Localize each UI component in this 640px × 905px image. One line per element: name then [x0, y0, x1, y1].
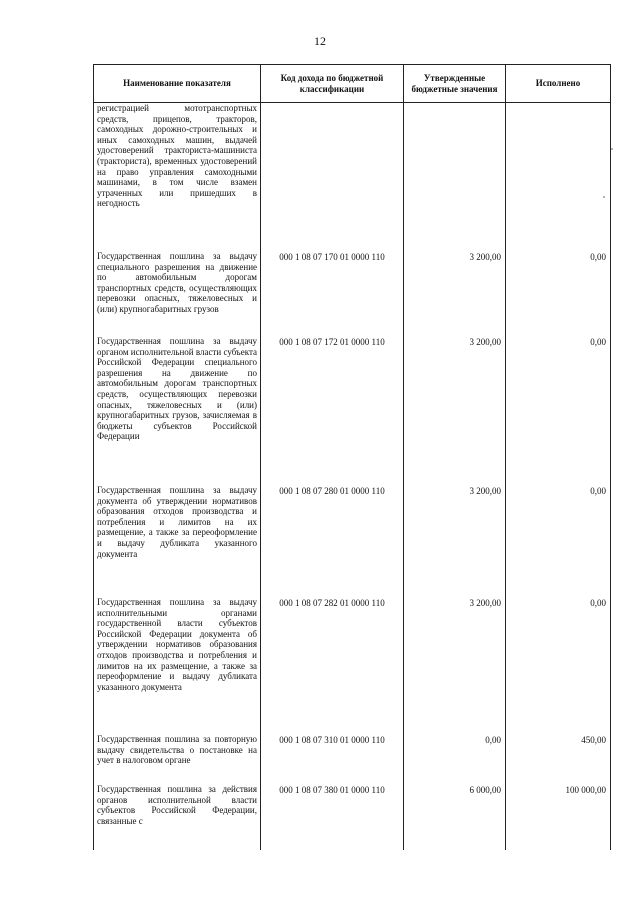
row-name: Государственная пошлина за выдачу органом исполнительной власти субъекта Российской Федерации специального разрешения на движение по автомобильным дорогам транспортных средств, осуществляющих перевозки опасных, тяжеловесных и (или) крупногабаритных грузов, зачисляемая в бюджеты субъектов Российской Федерации — [94, 336, 261, 485]
table-row — [94, 103, 611, 252]
table-row — [94, 784, 611, 850]
row-code: 000 1 08 07 310 01 0000 110 — [261, 734, 404, 784]
row-executed: 0,00 — [506, 251, 611, 336]
row-name: Государственная пошлина за повторную выдачу свидетельства о постановке на учет в налоговом органе — [94, 734, 261, 784]
header-approved: Утвержденные бюджетные значения — [404, 65, 506, 103]
table-row — [94, 734, 611, 784]
row-name: регистрацией мототранспортных средств, прицепов, тракторов, самоходных дорожно-строительных и иных самоходных машин, выдачей удостоверений тракториста-машиниста (тракториста), временных удостоверений на право управления самоходными машинами, в том числе взамен утраченных или пришедших в негодность — [94, 103, 261, 252]
row-approved: 3 200,00 — [404, 597, 506, 734]
table-row — [94, 336, 611, 485]
row-approved: 6 000,00 — [404, 784, 506, 850]
row-code — [261, 103, 404, 252]
row-approved: 3 200,00 — [404, 336, 506, 485]
row-approved — [404, 103, 506, 252]
row-executed: 100 000,00 — [506, 784, 611, 850]
table-header-row — [94, 65, 611, 103]
row-executed: 0,00 — [506, 336, 611, 485]
row-approved: 3 200,00 — [404, 251, 506, 336]
scan-speck — [611, 148, 613, 150]
table-row — [94, 485, 611, 597]
row-code: 000 1 08 07 282 01 0000 110 — [261, 597, 404, 734]
row-name: Государственная пошлина за выдачу специального разрешения на движение по автомобильным дорогам транспортных средств, осуществляющих перевозки опасных, тяжеловесных и (или) крупногабаритных грузов — [94, 251, 261, 336]
row-executed: 0,00 — [506, 597, 611, 734]
row-code: 000 1 08 07 172 01 0000 110 — [261, 336, 404, 485]
page-number: 12 — [314, 34, 326, 48]
row-executed: 450,00 — [506, 734, 611, 784]
row-approved: 3 200,00 — [404, 485, 506, 597]
header-name: Наименование показателя — [94, 65, 261, 103]
revenue-table — [93, 64, 611, 850]
row-code: 000 1 08 07 280 01 0000 110 — [261, 485, 404, 597]
row-code: 000 1 08 07 170 01 0000 110 — [261, 251, 404, 336]
header-code: Код дохода по бюджетной классификации — [261, 65, 404, 103]
revenue-table-container — [93, 64, 610, 850]
row-executed: 0,00 — [506, 485, 611, 597]
row-name: Государственная пошлина за выдачу документа об утверждении нормативов образования отходов производства и потребления и лимитов на их размещение, а также за переоформление и выдачу дубликата указанного документа — [94, 485, 261, 597]
row-name: Государственная пошлина за действия органов исполнительной власти субъектов Российской Федерации, связанные с — [94, 784, 261, 850]
header-executed: Исполнено — [506, 65, 611, 103]
row-name: Государственная пошлина за выдачу исполнительными органами государственной власти субъектов Российской Федерации документа об утверждении нормативов образования отходов производства и потребления и лимитов на их размещение, а также за переоформление и выдачу дубликата указанного документа — [94, 597, 261, 734]
row-code: 000 1 08 07 380 01 0000 110 — [261, 784, 404, 850]
table-row — [94, 597, 611, 734]
row-executed — [506, 103, 611, 252]
row-approved: 0,00 — [404, 734, 506, 784]
scan-speck — [603, 196, 605, 198]
table-row — [94, 251, 611, 336]
